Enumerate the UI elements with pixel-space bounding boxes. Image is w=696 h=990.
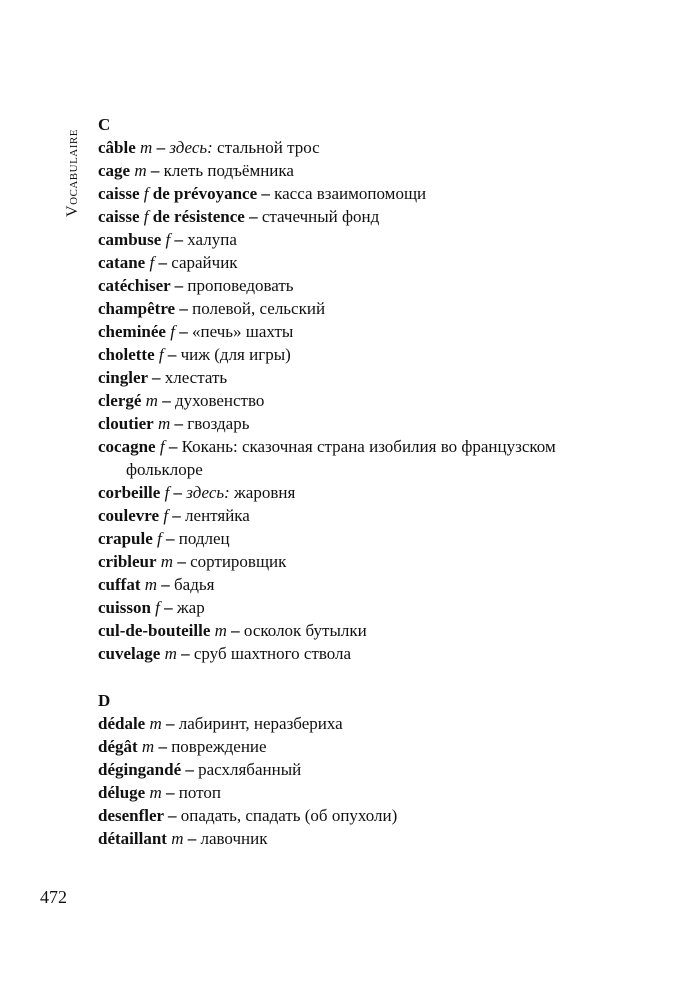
translation: чиж (для игры) bbox=[180, 345, 291, 364]
grammar-mark: m bbox=[145, 391, 158, 410]
entry-dash: – bbox=[181, 760, 199, 779]
translation: бадья bbox=[174, 575, 215, 594]
dictionary-entry bbox=[98, 320, 618, 343]
translation: сруб шахтного ствола bbox=[193, 644, 352, 663]
translation: лавочник bbox=[200, 829, 268, 848]
dictionary-entry bbox=[98, 297, 618, 320]
dictionary-column bbox=[98, 113, 618, 850]
dictionary-entry bbox=[98, 642, 618, 665]
dictionary-entry bbox=[98, 712, 618, 735]
translation: «печь» шахты bbox=[191, 322, 294, 341]
grammar-mark: f bbox=[149, 253, 155, 272]
entry-dash: – bbox=[157, 391, 175, 410]
dictionary-entry bbox=[98, 228, 618, 251]
grammar-mark: f bbox=[170, 322, 175, 341]
grammar-mark: f bbox=[143, 207, 149, 226]
entry-dash: – bbox=[146, 161, 164, 180]
grammar-mark: m bbox=[140, 138, 153, 157]
translation: стачечный фонд bbox=[261, 207, 380, 226]
dictionary-entry bbox=[98, 205, 618, 228]
headword: cul-de-bouteille bbox=[98, 621, 211, 640]
translation: сарайчик bbox=[171, 253, 238, 272]
entry-dash: – bbox=[154, 253, 172, 272]
headword: catane bbox=[98, 253, 146, 272]
headword: déluge bbox=[98, 783, 146, 802]
grammar-mark: f bbox=[155, 598, 160, 617]
dictionary-entry bbox=[98, 781, 618, 804]
headword: cloutier bbox=[98, 414, 154, 433]
translation: расхлябанный bbox=[198, 760, 302, 779]
dictionary-entry bbox=[98, 251, 618, 274]
entry-dash: – bbox=[176, 644, 194, 663]
headword: cuffat bbox=[98, 575, 141, 594]
dictionary-entry bbox=[98, 758, 618, 781]
headword-continuation: de prévoyance bbox=[148, 184, 258, 203]
translation: хлестать bbox=[164, 368, 228, 387]
translation: осколок бутылки bbox=[243, 621, 367, 640]
entry-dash: – bbox=[152, 138, 170, 157]
dictionary-entry bbox=[98, 366, 618, 389]
translation: опадать, спадать (об опухоли) bbox=[180, 806, 398, 825]
entry-dash: – bbox=[183, 829, 201, 848]
entry-dash: – bbox=[257, 184, 275, 203]
grammar-mark: m bbox=[149, 783, 162, 802]
dictionary-entry bbox=[98, 735, 618, 758]
grammar-mark: m bbox=[171, 829, 184, 848]
translation: жаровня bbox=[229, 483, 296, 502]
usage-note: здесь: bbox=[169, 138, 213, 157]
page-number: 472 bbox=[40, 887, 67, 907]
headword: cholette bbox=[98, 345, 155, 364]
headword: cuvelage bbox=[98, 644, 161, 663]
translation: касса взаимопомощи bbox=[274, 184, 427, 203]
grammar-mark: m bbox=[144, 575, 158, 594]
headword: crapule bbox=[98, 529, 153, 548]
entry-dash: – bbox=[157, 575, 175, 594]
entry-dash: – bbox=[147, 368, 165, 387]
translation: клеть подъёмника bbox=[163, 161, 294, 180]
grammar-mark: m bbox=[157, 414, 171, 433]
headword: champêtre bbox=[98, 299, 176, 318]
dictionary-entry bbox=[98, 827, 618, 850]
entry-dash: – bbox=[169, 483, 187, 502]
section-letter: D bbox=[98, 691, 111, 710]
headword: clergé bbox=[98, 391, 142, 410]
grammar-mark: f bbox=[158, 345, 164, 364]
grammar-mark: m bbox=[149, 714, 162, 733]
headword: corbeille bbox=[98, 483, 161, 502]
headword: desenfler bbox=[98, 806, 164, 825]
translation: стальной трос bbox=[212, 138, 320, 157]
headword: coulevre bbox=[98, 506, 160, 525]
dictionary-entry bbox=[98, 573, 618, 596]
dictionary-entry bbox=[98, 136, 618, 159]
running-head-text: Vocabulaire bbox=[64, 129, 81, 217]
grammar-mark: f bbox=[159, 437, 165, 456]
headword: cocagne bbox=[98, 437, 156, 456]
entry-dash: – bbox=[163, 806, 181, 825]
entry-dash: – bbox=[226, 621, 244, 640]
headword: dédale bbox=[98, 714, 146, 733]
grammar-mark: m bbox=[214, 621, 227, 640]
headword: cribleur bbox=[98, 552, 157, 571]
headword: cuisson bbox=[98, 598, 151, 617]
entry-dash: – bbox=[168, 506, 186, 525]
dictionary-entry bbox=[98, 435, 618, 481]
grammar-mark: m bbox=[134, 161, 147, 180]
dictionary-entry bbox=[98, 596, 618, 619]
headword: dégât bbox=[98, 737, 138, 756]
translation: халупа bbox=[187, 230, 237, 249]
dictionary-entry bbox=[98, 389, 618, 412]
translation: гвоздарь bbox=[187, 414, 250, 433]
entry-dash: – bbox=[173, 552, 191, 571]
entry-dash: – bbox=[154, 737, 172, 756]
entry-dash: – bbox=[164, 437, 182, 456]
grammar-mark: f bbox=[165, 230, 171, 249]
translation: повреждение bbox=[171, 737, 267, 756]
headword: détaillant bbox=[98, 829, 167, 848]
dictionary-entry bbox=[98, 343, 618, 366]
entry-dash: – bbox=[170, 230, 188, 249]
entry-dash: – bbox=[161, 529, 179, 548]
grammar-mark: f bbox=[143, 184, 149, 203]
entry-dash: – bbox=[175, 299, 193, 318]
grammar-mark: m bbox=[164, 644, 177, 663]
usage-note: здесь: bbox=[186, 483, 230, 502]
running-head bbox=[60, 118, 86, 228]
entry-dash: – bbox=[244, 207, 262, 226]
grammar-mark: m bbox=[160, 552, 174, 571]
translation: сортировщик bbox=[190, 552, 287, 571]
section-letter: C bbox=[98, 115, 111, 134]
entry-dash: – bbox=[161, 714, 179, 733]
dictionary-entry bbox=[98, 182, 618, 205]
dictionary-entry bbox=[98, 619, 618, 642]
entry-dash: – bbox=[161, 783, 179, 802]
dictionary-entry bbox=[98, 504, 618, 527]
dictionary-entry bbox=[98, 527, 618, 550]
entry-dash: – bbox=[170, 414, 188, 433]
entry-dash: – bbox=[170, 276, 188, 295]
headword: catéchiser bbox=[98, 276, 171, 295]
translation: потоп bbox=[178, 783, 221, 802]
translation: лабиринт, неразбериха bbox=[178, 714, 343, 733]
headword: caisse bbox=[98, 207, 140, 226]
grammar-mark: f bbox=[164, 483, 170, 502]
headword: cheminée bbox=[98, 322, 166, 341]
dictionary-entry bbox=[98, 159, 618, 182]
headword: dégingandé bbox=[98, 760, 182, 779]
dictionary-entry bbox=[98, 274, 618, 297]
headword: cambuse bbox=[98, 230, 162, 249]
translation: полевой, сельский bbox=[192, 299, 326, 318]
translation: жар bbox=[176, 598, 205, 617]
dictionary-entry bbox=[98, 481, 618, 504]
headword: câble bbox=[98, 138, 136, 157]
entry-dash: – bbox=[174, 322, 192, 341]
translation: проповедовать bbox=[187, 276, 294, 295]
translation: Кокань: сказочная страна изобилия во французском фольклоре bbox=[126, 437, 556, 479]
grammar-mark: f bbox=[157, 529, 162, 548]
dictionary-entry bbox=[98, 804, 618, 827]
translation: подлец bbox=[178, 529, 230, 548]
headword: caisse bbox=[98, 184, 140, 203]
dictionary-entry bbox=[98, 550, 618, 573]
grammar-mark: f bbox=[163, 506, 169, 525]
grammar-mark: m bbox=[141, 737, 155, 756]
headword-continuation: de résistence bbox=[148, 207, 245, 226]
entry-dash: – bbox=[159, 598, 177, 617]
dictionary-entry bbox=[98, 412, 618, 435]
translation: лентяйка bbox=[185, 506, 250, 525]
headword: cage bbox=[98, 161, 131, 180]
section-gap bbox=[98, 665, 618, 689]
translation: духовенство bbox=[174, 391, 265, 410]
headword: cingler bbox=[98, 368, 148, 387]
entry-dash: – bbox=[163, 345, 181, 364]
